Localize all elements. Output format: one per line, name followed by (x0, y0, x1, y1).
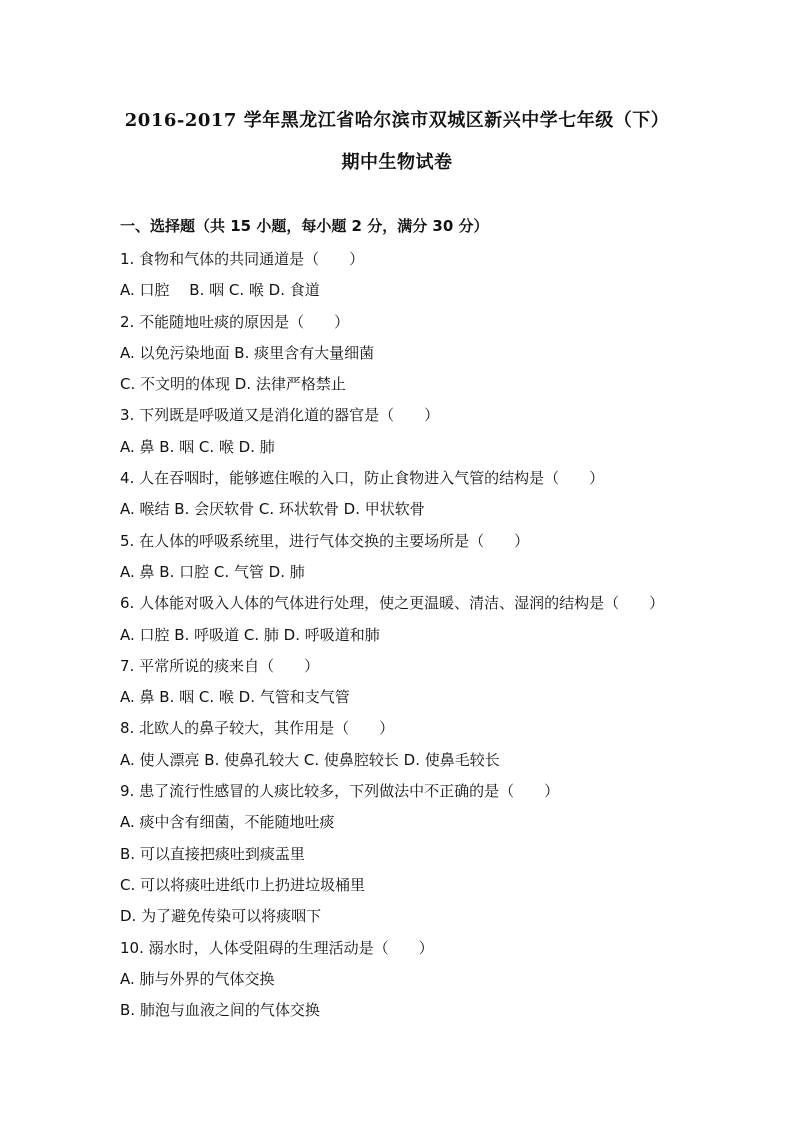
question-10-option-a: A. 肺与外界的气体交换 (120, 969, 275, 988)
question-9-option-a: A. 痰中含有细菌，不能随地吐痰 (120, 813, 335, 832)
question-9-option-d: D. 为了避免传染可以将痰咽下 (120, 907, 322, 926)
question-2-options-ab: A. 以免污染地面 B. 痰里含有大量细菌 (120, 343, 375, 362)
question-7: 7. 平常所说的痰来自（ ） (120, 656, 320, 675)
document-title-line-1: 2016-2017 学年黑龙江省哈尔滨市双城区新兴中学七年级（下） (124, 110, 670, 131)
question-9-option-c: C. 可以将痰吐进纸巾上扔进垃圾桶里 (120, 875, 366, 894)
question-7-options: A. 鼻 B. 咽 C. 喉 D. 气管和支气管 (120, 688, 350, 707)
question-4: 4. 人在吞咽时，能够遮住喉的入口，防止食物进入气管的结构是（ ） (120, 469, 605, 488)
question-10: 10. 溺水时，人体受阻碍的生理活动是（ ） (120, 938, 434, 957)
question-2-options-cd: C. 不文明的体现 D. 法律严格禁止 (120, 375, 346, 394)
question-8: 8. 北欧人的鼻子较大，其作用是（ ） (120, 719, 395, 738)
question-2: 2. 不能随地吐痰的原因是（ ） (120, 312, 350, 331)
question-1: 1. 食物和气体的共同通道是（ ） (120, 250, 365, 268)
question-5: 5. 在人体的呼吸系统里，进行气体交换的主要场所是（ ） (120, 531, 530, 550)
document-title-line-2: 期中生物试卷 (341, 152, 453, 173)
question-5-options: A. 鼻 B. 口腔 C. 气管 D. 肺 (120, 562, 305, 581)
question-6-options: A. 口腔 B. 呼吸道 C. 肺 D. 呼吸道和肺 (120, 625, 380, 644)
question-10-option-b: B. 肺泡与血液之间的气体交换 (120, 1001, 320, 1020)
question-3: 3. 下列既是呼吸道又是消化道的器官是（ ） (120, 406, 440, 425)
section-heading: 一、选择题（共 15 小题，每小题 2 分，满分 30 分） (120, 217, 489, 235)
question-4-options: A. 喉结 B. 会厌软骨 C. 环状软骨 D. 甲状软骨 (120, 500, 425, 519)
question-9-option-b: B. 可以直接把痰吐到痰盂里 (120, 844, 305, 863)
question-list (120, 244, 700, 1026)
question-8-options: A. 使人漂亮 B. 使鼻孔较大 C. 使鼻腔较长 D. 使鼻毛较长 (120, 750, 500, 769)
question-3-options: A. 鼻 B. 咽 C. 喉 D. 肺 (120, 437, 275, 456)
question-1-options: A. 口腔 B. 咽 C. 喉 D. 食道 (120, 281, 320, 300)
question-9: 9. 患了流行性感冒的人痰比较多，下列做法中不正确的是（ ） (120, 782, 560, 801)
question-6: 6. 人体能对吸入人体的气体进行处理，使之更温暖、清洁、湿润的结构是（ ） (120, 594, 665, 613)
